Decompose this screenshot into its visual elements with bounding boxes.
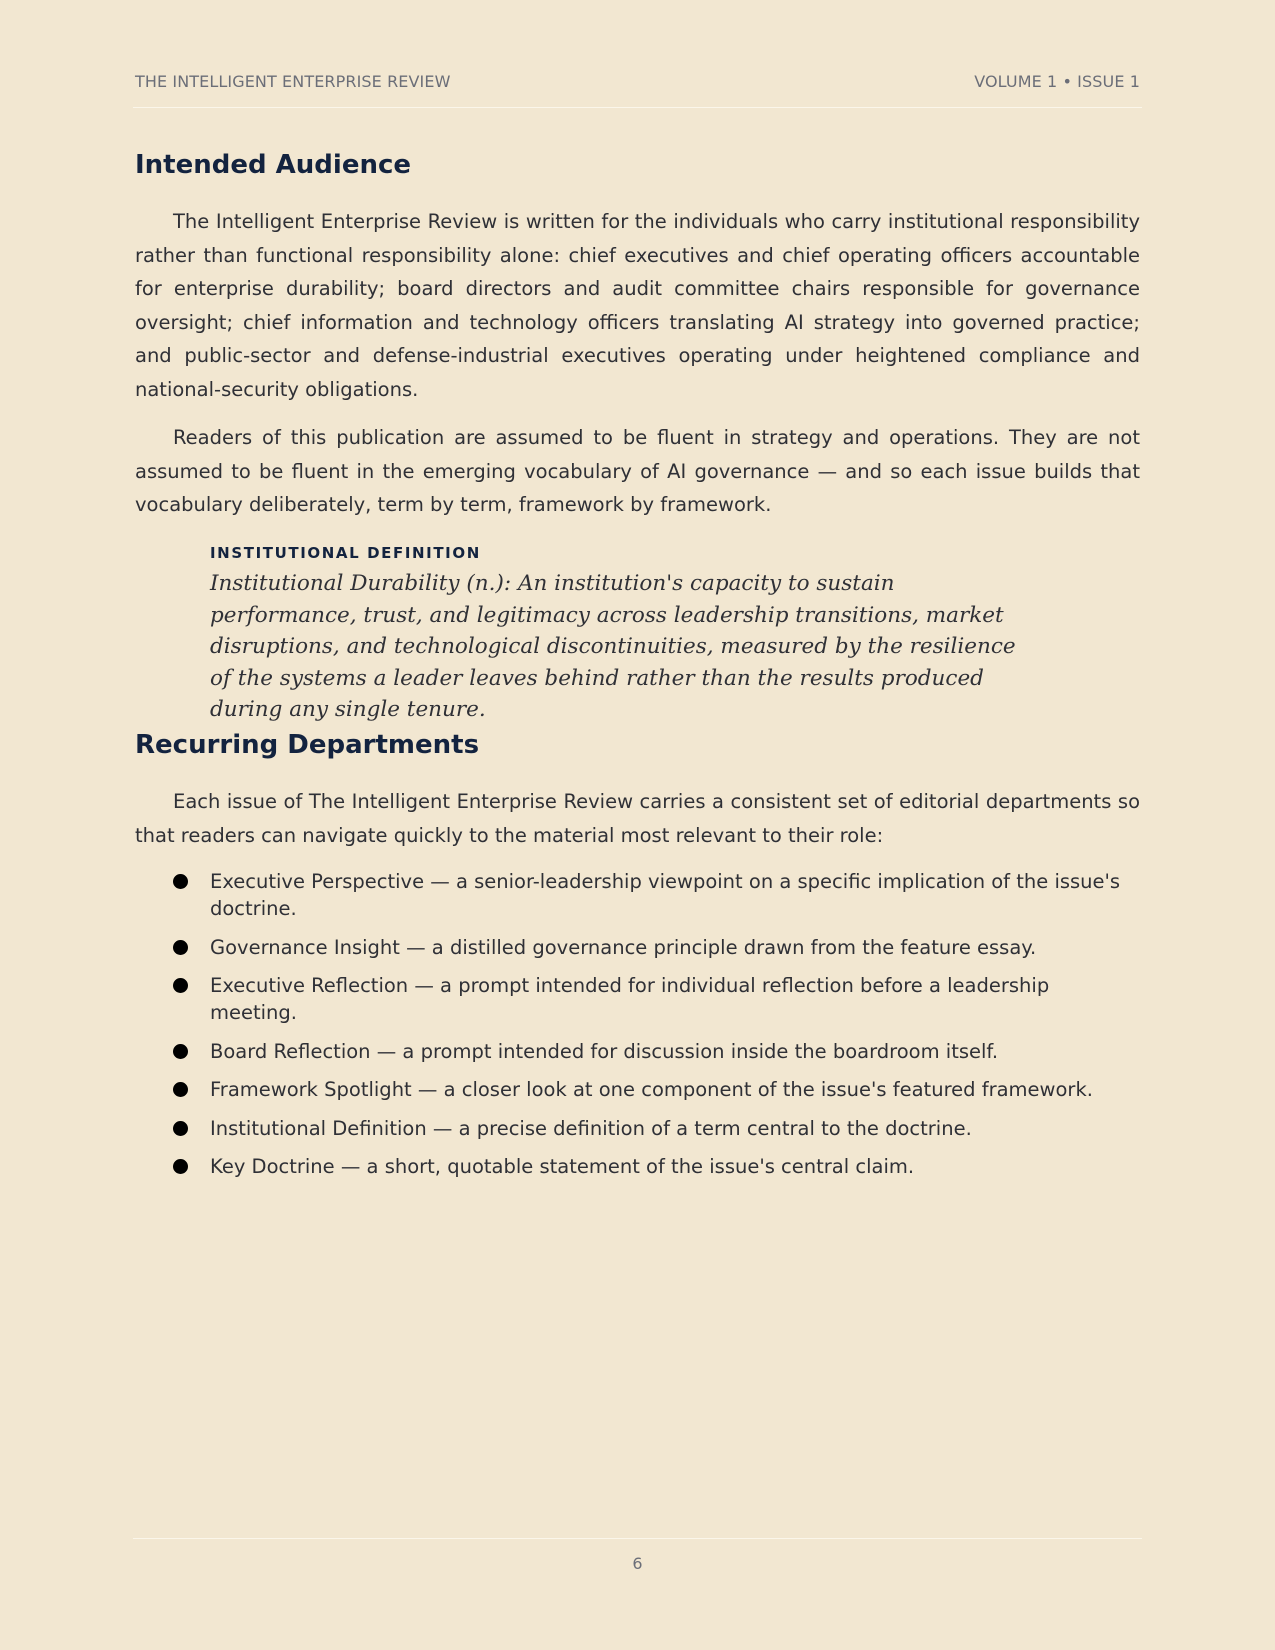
- definition-text: Institutional Durability (n.): An institution's capacity to sustain performance, trust, and legitimacy across leadership transitions, market disruptions, and technological discontinuities, measured by the resilience of the systems a leader leaves behind rather than the results produced during any single tenure.: [210, 571, 1016, 722]
- issue-label: VOLUME 1 • ISSUE 1: [974, 72, 1140, 91]
- page-number: 6: [632, 1554, 643, 1573]
- definition-label: INSTITUTIONAL DEFINITION: [210, 544, 481, 562]
- bullet-icon: [173, 940, 188, 955]
- section-heading-recurring-departments: Recurring Departments: [135, 730, 480, 760]
- list-item: [135, 1038, 1140, 1065]
- bullet-icon: [173, 874, 188, 889]
- bullet-icon: [173, 1044, 188, 1059]
- footer-divider: [133, 1538, 1142, 1539]
- list-item: [135, 972, 1140, 1026]
- list-item: [135, 934, 1140, 961]
- bullet-icon: [173, 978, 188, 993]
- list-item-text: Board Reflection — a prompt intended for discussion inside the boardroom itself.: [210, 1039, 999, 1063]
- header-divider: [133, 107, 1142, 108]
- departments-intro: Each issue of The Intelligent Enterprise Review carries a consistent set of editorial departments so that readers can navigate quickly to the material most relevant to their role:: [135, 790, 1140, 847]
- section-heading-intended-audience: Intended Audience: [135, 150, 412, 180]
- list-item: [135, 868, 1140, 922]
- list-item-text: Institutional Definition — a precise definition of a term central to the doctrine.: [210, 1116, 972, 1140]
- bullet-icon: [173, 1082, 188, 1097]
- document-page: [135, 0, 1140, 1650]
- bullet-icon: [173, 1159, 188, 1174]
- list-item: [135, 1076, 1140, 1103]
- list-item-text: Key Doctrine — a short, quotable statement of the issue's central claim.: [210, 1155, 915, 1178]
- list-item-text: Executive Reflection — a prompt intended for individual reflection before a leadership meeting.: [210, 974, 1050, 1024]
- list-item: [135, 1153, 1140, 1180]
- running-header: [135, 72, 1140, 91]
- list-item-text: Executive Perspective — a senior-leadership viewpoint on a specific implication of the issue's doctrine.: [210, 870, 1121, 920]
- audience-paragraph: Readers of this publication are assumed to be fluent in strategy and operations. They are not assumed to be fluent in the emerging vocabulary of AI governance — and so each issue builds that vocabulary deliberately, term by term, framework by framework.: [135, 426, 1140, 516]
- list-item-text: Governance Insight — a distilled governance principle drawn from the feature essay.: [210, 935, 1037, 959]
- publication-name: THE INTELLIGENT ENTERPRISE REVIEW: [135, 72, 451, 91]
- departments-list: [135, 868, 1140, 1192]
- list-item-text: Framework Spotlight — a closer look at one component of the issue's featured framework.: [210, 1078, 1093, 1101]
- bullet-icon: [173, 1121, 188, 1136]
- list-item: [135, 1115, 1140, 1142]
- institutional-definition-callout: [210, 544, 1040, 726]
- audience-paragraph: The Intelligent Enterprise Review is written for the individuals who carry institutional responsibility rather than functional responsibility alone: chief executives and chief operating officers accountable for enterprise durability; board directors and audit committee chairs responsible for governance oversight; chief information and technology officers translating AI strategy into governed practice; and public-sector and defense-industrial executives operating under heightened compliance and national-security obligations.: [135, 210, 1140, 401]
